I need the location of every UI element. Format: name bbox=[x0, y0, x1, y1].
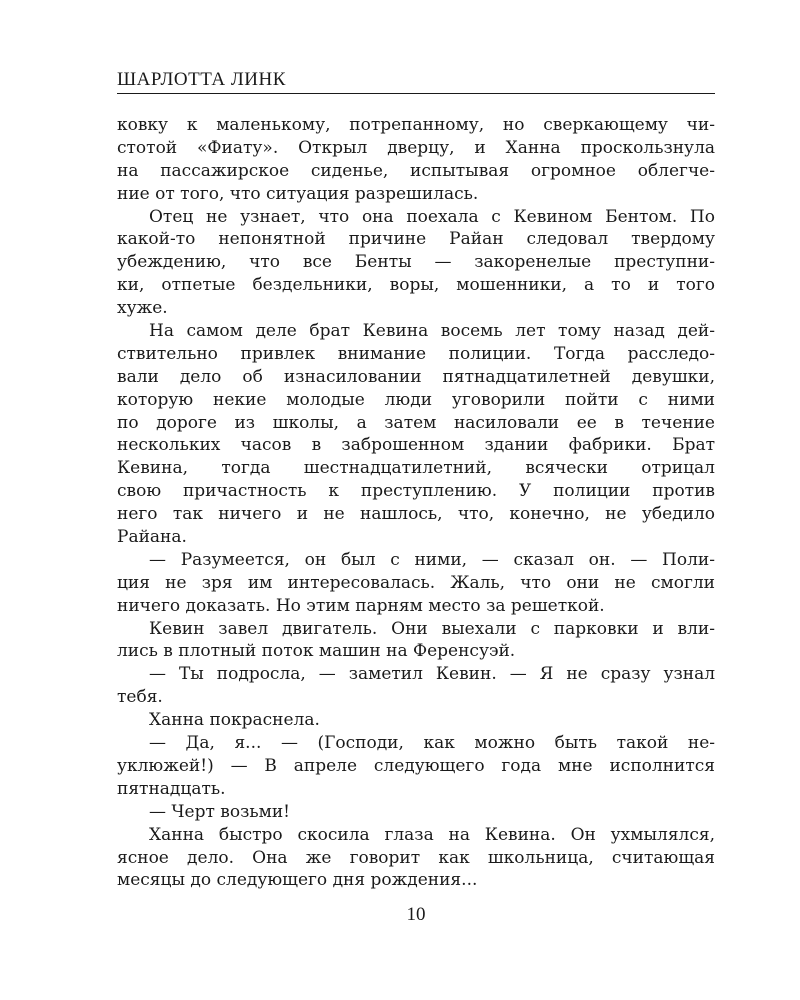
text-line: по дороге из школы, а затем насиловали ее в течение bbox=[117, 412, 715, 433]
text-line: — Да, я... — (Господи, как можно быть такой не- bbox=[149, 733, 715, 754]
text-line: Отец не узнает, что она поехала с Кевином Бентом. По bbox=[149, 206, 715, 227]
text-line: на пассажирское сиденье, испытывая огромное облегче- bbox=[117, 160, 715, 181]
text-line: которую некие молодые люди уговорили пойти с ними bbox=[117, 389, 715, 410]
text-line: него так ничего и не нашлось, что, конечно, не убедило bbox=[117, 504, 715, 525]
text-line: нескольких часов в заброшенном здании фабрики. Брат bbox=[117, 435, 715, 456]
body-text bbox=[117, 114, 715, 892]
text-line: На самом деле брат Кевина восемь лет тому назад дей- bbox=[149, 321, 715, 342]
text-line: — Разумеется, он был с ними, — сказал он. — Поли- bbox=[149, 549, 715, 570]
text-line: Ханна быстро скосила глаза на Кевина. Он ухмылялся, bbox=[149, 824, 715, 845]
text-line: пятнадцать. bbox=[117, 778, 226, 799]
text-line: ничего доказать. Но этим парням место за решеткой. bbox=[117, 595, 605, 616]
text-line: ствительно привлек внимание полиции. Тогда расследо- bbox=[117, 343, 715, 364]
text-line: ки, отпетые бездельники, воры, мошенники, а то и того bbox=[117, 275, 715, 296]
header-rule bbox=[117, 93, 715, 94]
text-line: тебя. bbox=[117, 687, 163, 708]
text-line: лись в плотный поток машин на Ференсуэй. bbox=[117, 641, 516, 662]
page-number: 10 bbox=[406, 904, 426, 925]
text-line: Кевина, тогда шестнадцатилетний, всячески отрицал bbox=[117, 458, 715, 479]
text-line: ковку к маленькому, потрепанному, но сверкающему чи- bbox=[117, 115, 715, 135]
text-line: свою причастность к преступлению. У полиции против bbox=[117, 481, 715, 502]
text-line: какой-то непонятной причине Райан следовал твердому bbox=[117, 229, 715, 250]
text-line: ние от того, что ситуация разрешилась. bbox=[117, 183, 479, 204]
text-line: хуже. bbox=[117, 298, 168, 319]
text-line: Кевин завел двигатель. Они выехали с парковки и вли- bbox=[149, 618, 715, 639]
text-line: Райана. bbox=[117, 527, 187, 548]
text-line: ция не зря им интересовалась. Жаль, что они не смогли bbox=[117, 572, 715, 593]
text-line: — Черт возьми! bbox=[149, 801, 291, 822]
text-line: уклюжей!) — В апреле следующего года мне исполнится bbox=[117, 755, 715, 776]
text-line: — Ты подросла, — заметил Кевин. — Я не сразу узнал bbox=[149, 664, 715, 685]
text-line: ясное дело. Она же говорит как школьница, считающая bbox=[117, 847, 715, 868]
text-line: вали дело об изнасиловании пятнадцатилетней девушки, bbox=[117, 366, 715, 387]
text-line: стотой «Фиату». Открыл дверцу, и Ханна проскользнула bbox=[117, 137, 715, 158]
running-head: ШАРЛОТТА ЛИНК bbox=[117, 69, 286, 90]
text-line: убеждению, что все Бенты — закоренелые преступни- bbox=[117, 252, 715, 273]
text-line: Ханна покраснела. bbox=[149, 710, 320, 731]
text-line: месяцы до следующего дня рождения... bbox=[117, 870, 478, 891]
